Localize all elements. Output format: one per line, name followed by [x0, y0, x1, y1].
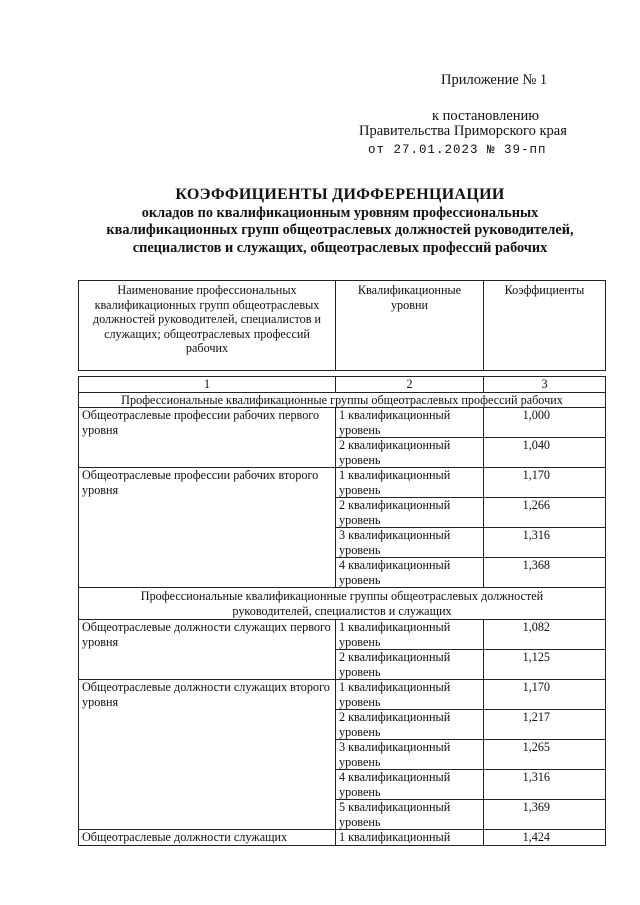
- coefficient-value: 1,125: [484, 650, 606, 680]
- group-header-row: [79, 588, 606, 620]
- qualification-level: 2 квалификационный уровень: [336, 710, 484, 740]
- coefficient-value: 1,170: [484, 468, 606, 498]
- coefficient-value: 1,316: [484, 770, 606, 800]
- column-number: 1: [79, 377, 336, 393]
- table-row: [79, 830, 606, 846]
- header-cell-groups: Наименование профессиональных квалификационных групп общеотраслевых должностей руководителей, специалистов и служащих; общеотраслевых профессий рабочих: [79, 281, 336, 371]
- appendix-line-1: к постановлению: [432, 108, 540, 124]
- group-title: Профессиональные квалификационные группы общеотраслевых профессий рабочих: [79, 392, 606, 408]
- document-subtitle-line-2: квалификационных групп общеотраслевых должностей руководителей,: [106, 222, 574, 238]
- qualification-level: 1 квалификационный уровень: [336, 680, 484, 710]
- appendix-title: Приложение № 1: [441, 72, 548, 88]
- document-subtitle-line-1: окладов по квалификационным уровням профессиональных: [141, 205, 539, 221]
- table-row: [79, 620, 606, 650]
- table-row: [79, 680, 606, 710]
- qualification-level: 5 квалификационный уровень: [336, 800, 484, 830]
- qualification-level: 1 квалификационный уровень: [336, 468, 484, 498]
- qualification-level: 1 квалификационный уровень: [336, 620, 484, 650]
- qualification-level: 2 квалификационный уровень: [336, 498, 484, 528]
- coefficient-value: 1,266: [484, 498, 606, 528]
- coefficient-value: 1,170: [484, 680, 606, 710]
- table-row: [79, 468, 606, 498]
- subgroup-name: Общеотраслевые профессии рабочих второго уровня: [79, 468, 336, 588]
- group-title: Профессиональные квалификационные группы общеотраслевых должностей руководителей, специалистов и служащих: [79, 588, 606, 620]
- qualification-level: 1 квалификационный уровень: [336, 408, 484, 438]
- coefficient-value: 1,369: [484, 800, 606, 830]
- subgroup-name: Общеотраслевые должности служащих второго уровня: [79, 680, 336, 830]
- subgroup-name: Общеотраслевые профессии рабочих первого уровня: [79, 408, 336, 468]
- column-number: 3: [484, 377, 606, 393]
- qualification-level: 3 квалификационный уровень: [336, 528, 484, 558]
- appendix-line-2: Правительства Приморского края: [359, 123, 567, 139]
- qualification-level: 3 квалификационный уровень: [336, 740, 484, 770]
- coefficient-value: 1,082: [484, 620, 606, 650]
- header-cell-levels: Квалификационные уровни: [336, 281, 484, 371]
- coefficient-value: 1,316: [484, 528, 606, 558]
- table-header: [78, 280, 606, 371]
- table-row: [79, 408, 606, 438]
- appendix-date-number: от 27.01.2023 № 39-пп: [368, 143, 547, 157]
- column-numbers-row: [79, 377, 606, 393]
- group-header-row: [79, 392, 606, 408]
- subgroup-name: Общеотраслевые должности служащих первого уровня: [79, 620, 336, 680]
- qualification-level: 4 квалификационный уровень: [336, 770, 484, 800]
- coefficient-value: 1,040: [484, 438, 606, 468]
- qualification-level: 4 квалификационный уровень: [336, 558, 484, 588]
- coefficient-value: 1,424: [484, 830, 606, 846]
- subgroup-name: Общеотраслевые должности служащих: [79, 830, 336, 846]
- coefficient-value: 1,217: [484, 710, 606, 740]
- coefficients-table: [78, 376, 606, 846]
- coefficient-value: 1,265: [484, 740, 606, 770]
- qualification-level: 1 квалификационный: [336, 830, 484, 846]
- coefficient-value: 1,368: [484, 558, 606, 588]
- qualification-level: 2 квалификационный уровень: [336, 650, 484, 680]
- column-number: 2: [336, 377, 484, 393]
- document-title: КОЭФФИЦИЕНТЫ ДИФФЕРЕНЦИАЦИИ: [175, 186, 505, 203]
- header-cell-coefficients: Коэффициенты: [484, 281, 606, 371]
- coefficient-value: 1,000: [484, 408, 606, 438]
- qualification-level: 2 квалификационный уровень: [336, 438, 484, 468]
- document-subtitle-line-3: специалистов и служащих, общеотраслевых профессий рабочих: [132, 240, 548, 256]
